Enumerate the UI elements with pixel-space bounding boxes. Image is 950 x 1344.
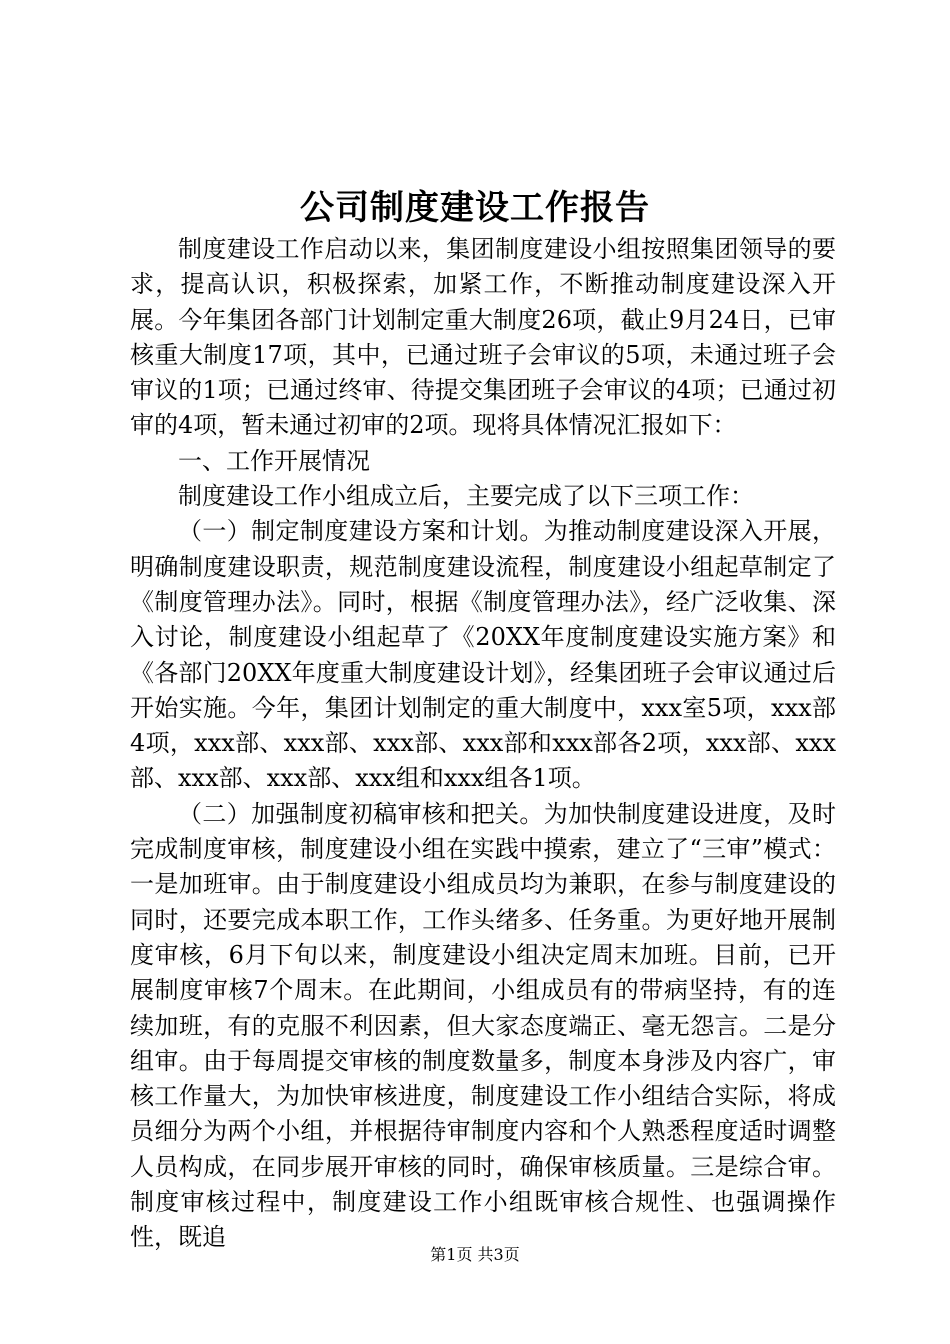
section-heading: 一、工作开展情况 [178,446,370,475]
document-body [130,232,836,1256]
paragraph-summary: 制度建设工作小组成立后，主要完成了以下三项工作： [178,482,754,511]
paragraph-intro: 制度建设工作启动以来，集团制度建设小组按照集团领导的要求，提高认识，积极探索，加紧工作，不断推动制度建设深入开展。今年集团各部门计划制定重大制度26项，截止9月24日，已审核重大制度17项，其中，已通过班子会审议的5项，未通过班子会审议的1项；已通过终审、待提交集团班子会审议的4项；已通过初审的4项，暂未通过初审的2项。现将具体情况汇报如下： [130,235,836,440]
paragraph-item-1: （一）制定制度建设方案和计划。为推动制度建设深入开展，明确制度建设职责，规范制度建设流程，制度建设小组起草制定了《制度管理办法》。同时，根据《制度管理办法》，经广泛收集、深入讨论，制度建设小组起草了《20XX年度制度建设实施方案》和《各部门20XX年度重大制度建设计划》，经集团班子会审议通过后开始实施。今年，集团计划制定的重大制度中，xxx室5项，xxx部4项，xxx部、xxx部、xxx部、xxx部和xxx部各2项，xxx部、xxx部、xxx部、xxx部、xxx组和xxx组各1项。 [130,517,836,793]
paragraph-item-2: （二）加强制度初稿审核和把关。为加快制度建设进度，及时完成制度审核，制度建设小组在实践中摸索，建立了“三审”模式：一是加班审。由于制度建设小组成员均为兼职，在参与制度建设的同时，还要完成本职工作，工作头绪多、任务重。为更好地开展制度审核，6月下旬以来，制度建设小组决定周末加班。目前，已开展制度审核7个周末。在此期间，小组成员有的带病坚持，有的连续加班，有的克服不利因素，但大家态度端正、毫无怨言。二是分组审。由于每周提交审核的制度数量多，制度本身涉及内容广，审核工作量大，为加快审核进度，制度建设工作小组结合实际，将成员细分为两个小组，并根据待审制度内容和个人熟悉程度适时调整人员构成，在同步展开审核的同时，确保审核质量。三是综合审。制度审核过程中，制度建设工作小组既审核合规性、也强调操作性，既追 [130,799,836,1252]
document-title: 公司制度建设工作报告 [300,188,650,228]
page-footer: 第1页 共3页 [430,1245,520,1264]
